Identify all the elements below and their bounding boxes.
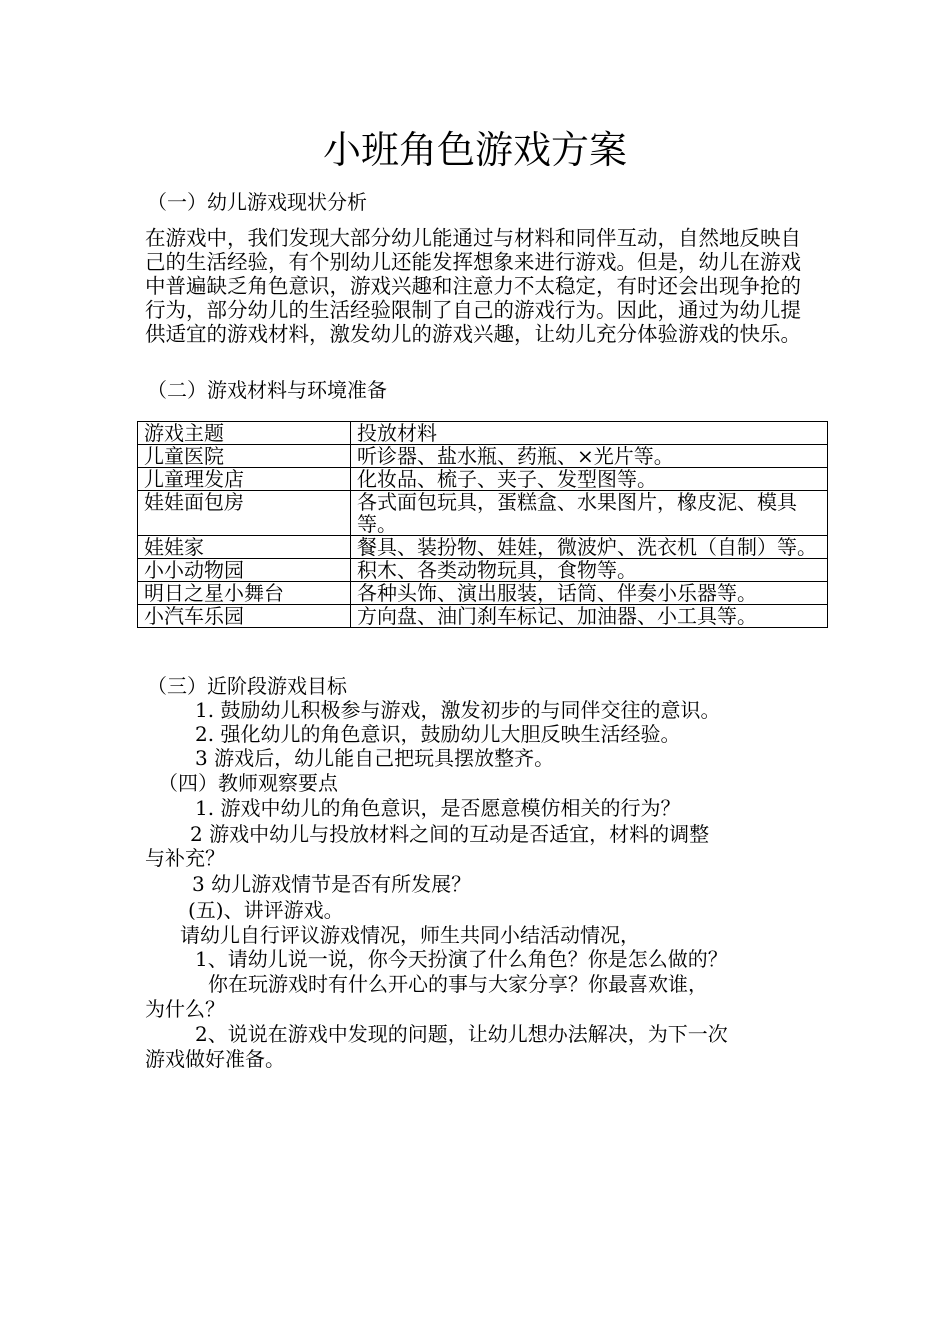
table-cell-materials: 方向盘、油门刹车标记、加油器、小工具等。 [351,605,828,628]
section4-heading: （四）教师观察要点 [158,771,338,795]
table-row [138,491,828,536]
table-header-materials: 投放材料 [351,422,828,445]
table-header-row [138,422,828,445]
section5-intro: 请幼儿自行评议游戏情况，师生共同小结活动情况， [180,923,640,947]
review-item-1-line3: 为什么？ [145,997,225,1021]
table-row [138,445,828,468]
review-item-1-line2: 你在玩游戏时有什么开心的事与大家分享？你最喜欢谁， [208,972,708,996]
observation-item-3: 3 幼儿游戏情节是否有所发展？ [192,872,472,896]
section3-heading: （三）近阶段游戏目标 [147,674,347,698]
table-cell-theme: 儿童医院 [138,445,351,468]
table-row [138,536,828,559]
table-cell-theme: 小小动物园 [138,559,351,582]
observation-item-2-line1: 2 游戏中幼儿与投放材料之间的互动是否适宜，材料的调整 [190,822,710,846]
section1-body: 在游戏中，我们发现大部分幼儿能通过与材料和同伴互动，自然地反映自己的生活经验，有个别幼儿还能发挥想象来进行游戏。但是，幼儿在游戏中普遍缺乏角色意识，游戏兴趣和注意力不太稳定，有时还会出现争抢的行为，部分幼儿的生活经验限制了自己的游戏行为。因此，通过为幼儿提供适宜的游戏材料，激发幼儿的游戏兴趣，让幼儿充分体验游戏的快乐。 [145,226,801,346]
table-row [138,559,828,582]
page-title: 小班角色游戏方案 [322,128,627,172]
review-item-2-line2: 游戏做好准备。 [145,1047,285,1071]
table-cell-materials: 化妆品、梳子、夹子、发型图等。 [351,468,828,491]
table-row [138,582,828,605]
observation-item-1: 1. 游戏中幼儿的角色意识，是否愿意模仿相关的行为？ [195,796,681,820]
table-row [138,605,828,628]
table-cell-theme: 儿童理发店 [138,468,351,491]
table-cell-theme: 明日之星小舞台 [138,582,351,605]
goal-item-3: 3 游戏后，幼儿能自己把玩具摆放整齐。 [195,746,555,770]
goal-item-2: 2. 强化幼儿的角色意识，鼓励幼儿大胆反映生活经验。 [195,722,681,746]
table-cell-materials: 各式面包玩具，蛋糕盒、水果图片，橡皮泥、模具等。 [351,491,828,536]
table-cell-materials: 听诊器、盐水瓶、药瓶、×光片等。 [351,445,828,468]
section5-heading: (五)、讲评游戏。 [188,898,344,922]
table-cell-theme: 娃娃家 [138,536,351,559]
table-cell-materials: 积木、各类动物玩具，食物等。 [351,559,828,582]
section1-heading: （一）幼儿游戏现状分析 [147,190,367,214]
table-cell-materials: 餐具、装扮物、娃娃，微波炉、洗衣机（自制）等。 [351,536,828,559]
section2-heading: （二）游戏材料与环境准备 [147,378,387,402]
table-cell-theme: 娃娃面包房 [138,491,351,536]
materials-table [137,421,828,628]
observation-item-2-line2: 与补充？ [145,846,225,870]
table-cell-materials: 各种头饰、演出服装，话筒、伴奏小乐器等。 [351,582,828,605]
table-header-theme: 游戏主题 [138,422,351,445]
table-cell-theme: 小汽车乐园 [138,605,351,628]
table-row [138,468,828,491]
review-item-1-line1: 1、请幼儿说一说，你今天扮演了什么角色？你是怎么做的？ [195,947,728,971]
review-item-2-line1: 2、说说在游戏中发现的问题，让幼儿想办法解决，为下一次 [195,1022,728,1046]
goal-item-1: 1. 鼓励幼儿积极参与游戏，激发初步的与同伴交往的意识。 [195,698,721,722]
